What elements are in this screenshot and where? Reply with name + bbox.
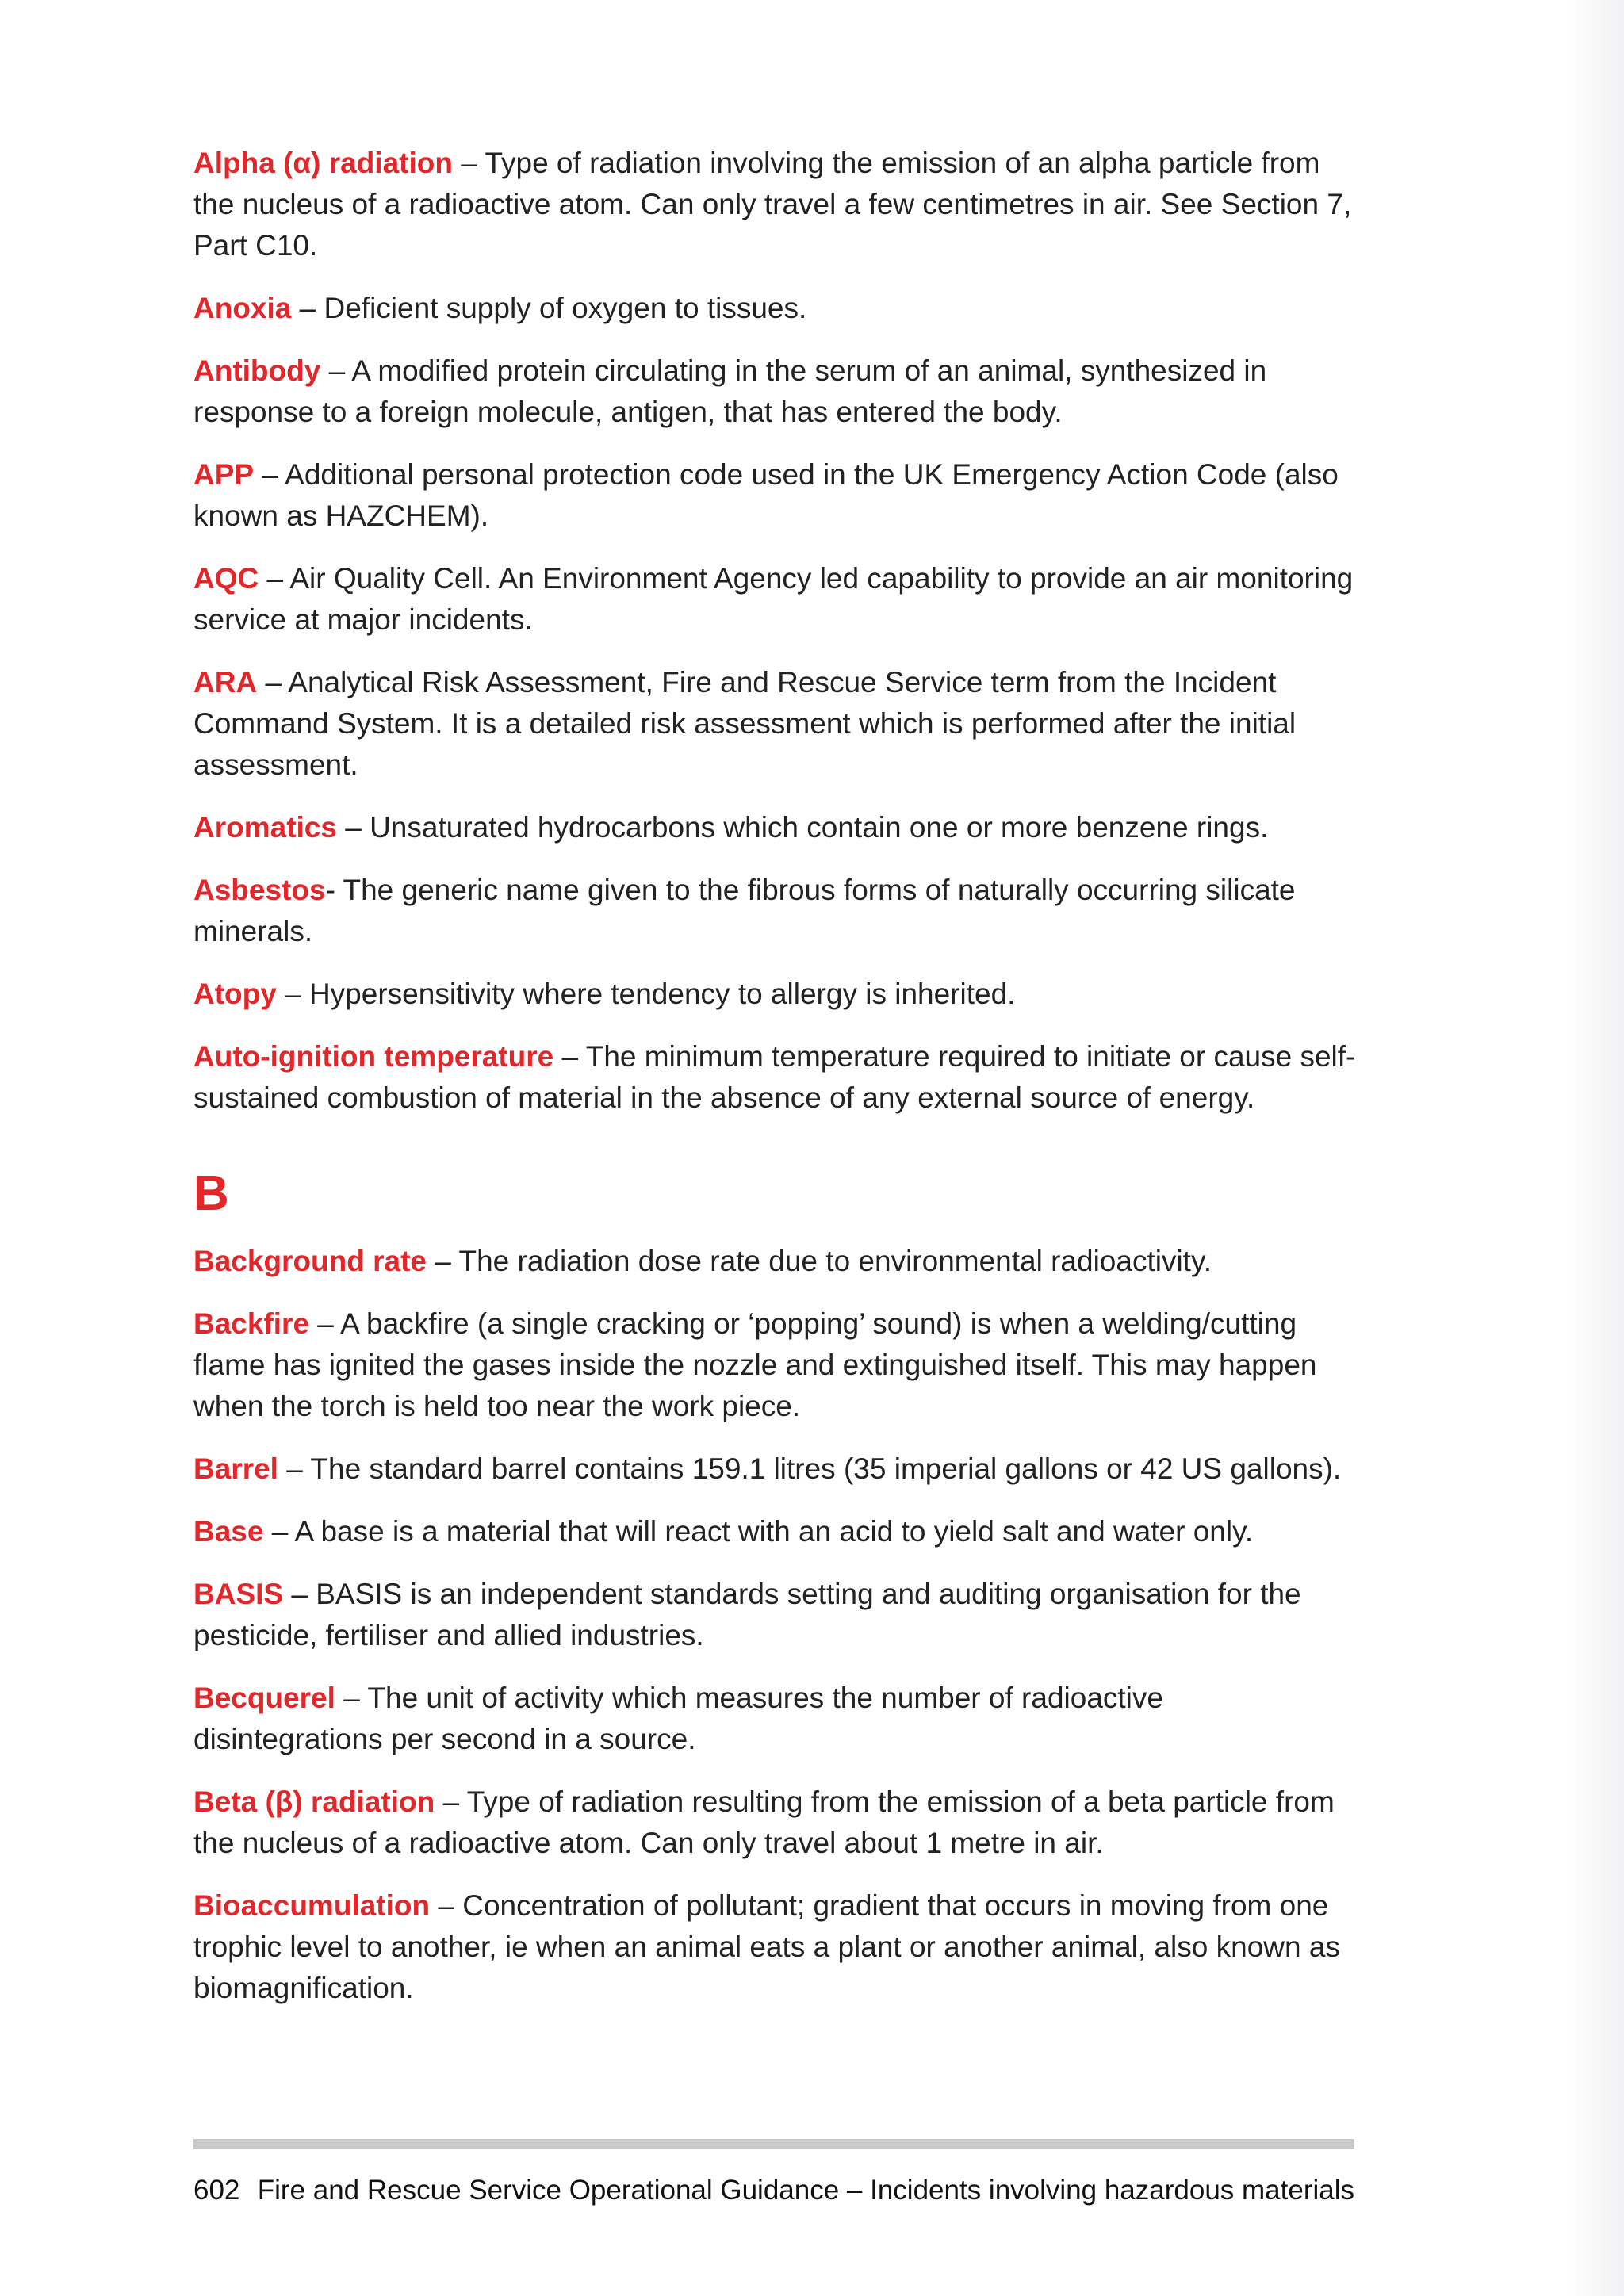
- glossary-entry-ara: [193, 662, 1359, 786]
- glossary-entry-beta-radiation: [193, 1781, 1359, 1864]
- glossary-entry-barrel: [193, 1448, 1359, 1490]
- glossary-definition: – Type of radiation resulting from the emission of a beta particle from the nucleus of a radioactive atom. Can only travel about 1 metre in air.: [193, 1785, 1335, 1859]
- glossary-entry-alpha-radiation: [193, 143, 1359, 266]
- glossary-definition: - The generic name given to the fibrous forms of naturally occurring silicate minerals.: [193, 874, 1296, 947]
- page-number: 602: [193, 2175, 240, 2206]
- glossary-content: [193, 143, 1359, 2030]
- section-heading-b: B: [193, 1166, 229, 1221]
- glossary-term: Barrel: [193, 1452, 278, 1485]
- glossary-term: Beta (β) radiation: [193, 1785, 435, 1818]
- glossary-term: Asbestos: [193, 874, 326, 906]
- glossary-entry-anoxia: [193, 288, 1359, 329]
- glossary-definition: – Additional personal protection code used in the UK Emergency Action Code (also known as HAZCHEM).: [193, 458, 1339, 532]
- page-footer: [193, 2174, 1354, 2207]
- glossary-term: APP: [193, 458, 255, 491]
- glossary-entry-app: [193, 454, 1359, 537]
- glossary-term: Aromatics: [193, 811, 337, 844]
- glossary-term: Alpha (α) radiation: [193, 147, 453, 179]
- glossary-definition: – A base is a material that will react with an acid to yield salt and water only.: [263, 1515, 1254, 1548]
- glossary-entry-aqc: [193, 558, 1359, 641]
- glossary-definition: – Unsaturated hydrocarbons which contain one or more benzene rings.: [336, 811, 1269, 844]
- glossary-term: Bioaccumulation: [193, 1889, 431, 1922]
- glossary-definition: – The standard barrel contains 159.1 litres (35 imperial gallons or 42 US gallons).: [278, 1452, 1342, 1485]
- glossary-definition: – Air Quality Cell. An Environment Agency led capability to provide an air monitoring service at major incidents.: [193, 562, 1354, 636]
- glossary-definition: – The minimum temperature required to initiate or cause self-sustained combustion of material in the absence of any external source of energy.: [193, 1040, 1356, 1114]
- glossary-definition: – A backfire (a single cracking or ‘popping’ sound) is when a welding/cutting flame has ignited the gases inside the nozzle and extinguished itself. This may happen when the torch is held too near the work piece.: [193, 1307, 1317, 1422]
- document-title: Fire and Rescue Service Operational Guidance – Incidents involving hazardous materials: [257, 2175, 1354, 2206]
- page-edge-shadow: [1568, 0, 1624, 2296]
- glossary-entry-bioaccumulation: [193, 1885, 1359, 2009]
- glossary-definition: – Hypersensitivity where tendency to allergy is inherited.: [276, 978, 1016, 1010]
- glossary-term: Anoxia: [193, 292, 292, 324]
- glossary-term: Background rate: [193, 1245, 427, 1277]
- glossary-definition: – The radiation dose rate due to environmental radioactivity.: [427, 1245, 1212, 1277]
- glossary-entry-aromatics: [193, 807, 1359, 848]
- glossary-definition: – Deficient supply of oxygen to tissues.: [291, 292, 807, 324]
- glossary-term: Base: [193, 1515, 264, 1548]
- glossary-entry-atopy: [193, 974, 1359, 1015]
- glossary-term: BASIS: [193, 1578, 284, 1610]
- glossary-term: Becquerel: [193, 1682, 335, 1714]
- glossary-entry-becquerel: [193, 1678, 1359, 1760]
- glossary-entry-antibody: [193, 350, 1359, 433]
- glossary-entry-auto-ignition-temperature: [193, 1036, 1359, 1119]
- glossary-entry-backfire: [193, 1303, 1359, 1427]
- glossary-definition: – Analytical Risk Assessment, Fire and Rescue Service term from the Incident Command System. It is a detailed risk assessment which is performed after the initial assessment.: [193, 666, 1297, 781]
- glossary-entry-basis: [193, 1574, 1359, 1656]
- glossary-entry-base: [193, 1511, 1359, 1552]
- glossary-term: Backfire: [193, 1307, 310, 1340]
- footer-divider: [193, 2139, 1354, 2149]
- glossary-definition: – A modified protein circulating in the serum of an animal, synthesized in response to a foreign molecule, antigen, that has entered the body.: [193, 354, 1267, 428]
- glossary-term: Antibody: [193, 354, 321, 387]
- glossary-term: Atopy: [193, 978, 277, 1010]
- glossary-entry-background-rate: [193, 1241, 1359, 1282]
- glossary-term: ARA: [193, 666, 258, 698]
- glossary-definition: – The unit of activity which measures the number of radioactive disintegrations per second in a source.: [193, 1682, 1163, 1755]
- glossary-term: AQC: [193, 562, 259, 595]
- glossary-entry-asbestos: [193, 870, 1359, 952]
- glossary-definition: – Type of radiation involving the emission of an alpha particle from the nucleus of a radioactive atom. Can only travel a few centimetres in air. See Section 7, Part C10.: [193, 147, 1352, 262]
- glossary-term: Auto-ignition temperature: [193, 1040, 554, 1073]
- glossary-definition: – Concentration of pollutant; gradient that occurs in moving from one trophic level to another, ie when an animal eats a plant or another animal, also known as biomagnification.: [193, 1889, 1340, 2004]
- glossary-definition: – BASIS is an independent standards setting and auditing organisation for the pesticide, fertiliser and allied industries.: [193, 1578, 1301, 1651]
